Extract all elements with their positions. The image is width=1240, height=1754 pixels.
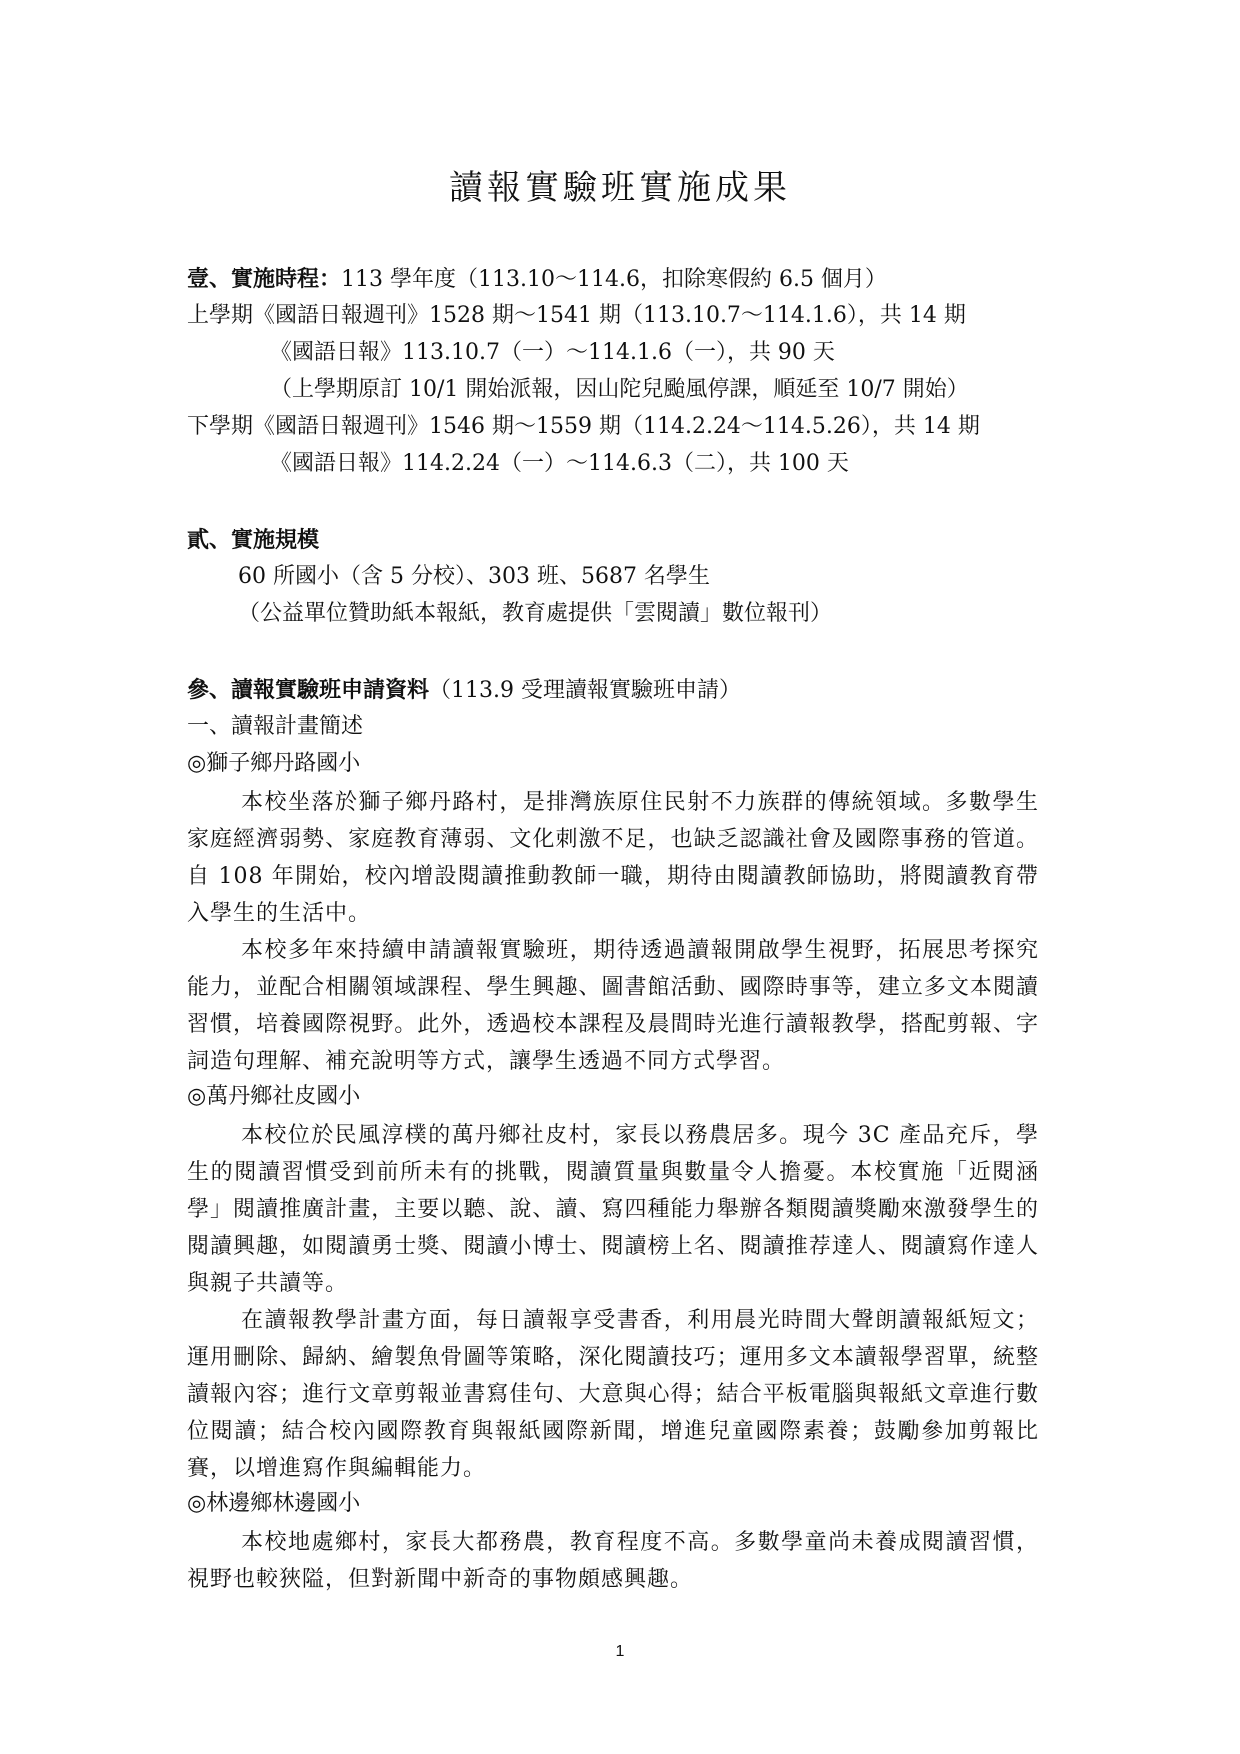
section2-heading: 貳、實施規模 [187, 527, 320, 553]
scale-line: 60 所國小（含 5 分校）、303 班、5687 名學生 [238, 564, 710, 589]
schedule-line: 上學期《國語日報週刊》1528 期～1541 期（113.10.7～114.1.6），共 14 期 [187, 303, 966, 328]
school-paragraph: 本校地處鄉村，家長大都務農，教育程度不高。多數學童尚未養成閱讀習慣，視野也較狹隘，但對新聞中新奇的事物頗感興趣。 [187, 1530, 1039, 1592]
section3-note: （113.9 受理讀報實驗班申請） [429, 678, 741, 703]
school-paragraph: 本校坐落於獅子鄉丹路村，是排灣族原住民射不力族群的傳統領域。多數學生家庭經濟弱勢、家庭教育薄弱、文化刺激不足，也缺乏認識社會及國際事務的管道。自 108 年開始，校內增設閱讀推動教師一職，期待由閱讀教師協助，將閱讀教育帶入學生的生活中。 [187, 790, 1039, 926]
section1-text: 113 學年度（113.10～114.6，扣除寒假約 6.5 個月） [341, 267, 887, 292]
section3-subheading: 一、讀報計畫簡述 [187, 714, 364, 739]
school-name: ◎林邊鄉林邊國小 [187, 1491, 361, 1516]
schedule-line: 下學期《國語日報週刊》1546 期～1559 期（114.2.24～114.5.26），共 14 期 [187, 414, 980, 439]
section3-heading-line [187, 673, 741, 708]
school-paragraph: 本校位於民風淳樸的萬丹鄉社皮村，家長以務農居多。現今 3C 產品充斥，學生的閱讀習慣受到前所未有的挑戰，閱讀質量與數量令人擔憂。本校實施「近閱涵學」閱讀推廣計畫，主要以聽、說、讀、寫四種能力舉辦各類閱讀獎勵來激發學生的閱讀興趣，如閱讀勇士獎、閱讀小博士、閱讀榜上名、閱讀推荐達人、閱讀寫作達人與親子共讀等。 [187, 1123, 1039, 1296]
school-paragraph: 本校多年來持續申請讀報實驗班，期待透過讀報開啟學生視野，拓展思考探究能力，並配合相關領域課程、學生興趣、圖書館活動、國際時事等，建立多文本閱讀習慣，培養國際視野。此外，透過校本課程及晨間時光進行讀報教學，搭配剪報、字詞造句理解、補充說明等方式，讓學生透過不同方式學習。 [187, 938, 1039, 1074]
school-paragraph: 在讀報教學計畫方面，每日讀報享受書香，利用晨光時間大聲朗讀報紙短文；運用刪除、歸納、繪製魚骨圖等策略，深化閱讀技巧；運用多文本讀報學習單，統整讀報內容；進行文章剪報並書寫佳句、大意與心得；結合平板電腦與報紙文章進行數位閱讀；結合校內國際教育與報紙國際新聞，增進兒童國際素養；鼓勵參加剪報比賽，以增進寫作與編輯能力。 [187, 1308, 1039, 1481]
section1-heading-line [187, 262, 887, 297]
scale-line: （公益單位贊助紙本報紙，教育處提供「雲閱讀」數位報刊） [238, 601, 833, 626]
school-name: ◎獅子鄉丹路國小 [187, 751, 361, 776]
schedule-line: 《國語日報》114.2.24（一）～114.6.3（二），共 100 天 [270, 451, 849, 476]
document-title: 讀報實驗班實施成果 [449, 168, 791, 208]
section3-heading: 參、讀報實驗班申請資料 [187, 677, 430, 703]
school-name: ◎萬丹鄉社皮國小 [187, 1084, 361, 1109]
schedule-line: （上學期原訂 10/1 開始派報，因山陀兒颱風停課，順延至 10/7 開始） [270, 377, 969, 402]
page-number: 1 [615, 1643, 625, 1660]
section1-heading: 壹、實施時程： [187, 266, 342, 292]
schedule-line: 《國語日報》113.10.7（一）～114.1.6（一），共 90 天 [270, 340, 835, 365]
